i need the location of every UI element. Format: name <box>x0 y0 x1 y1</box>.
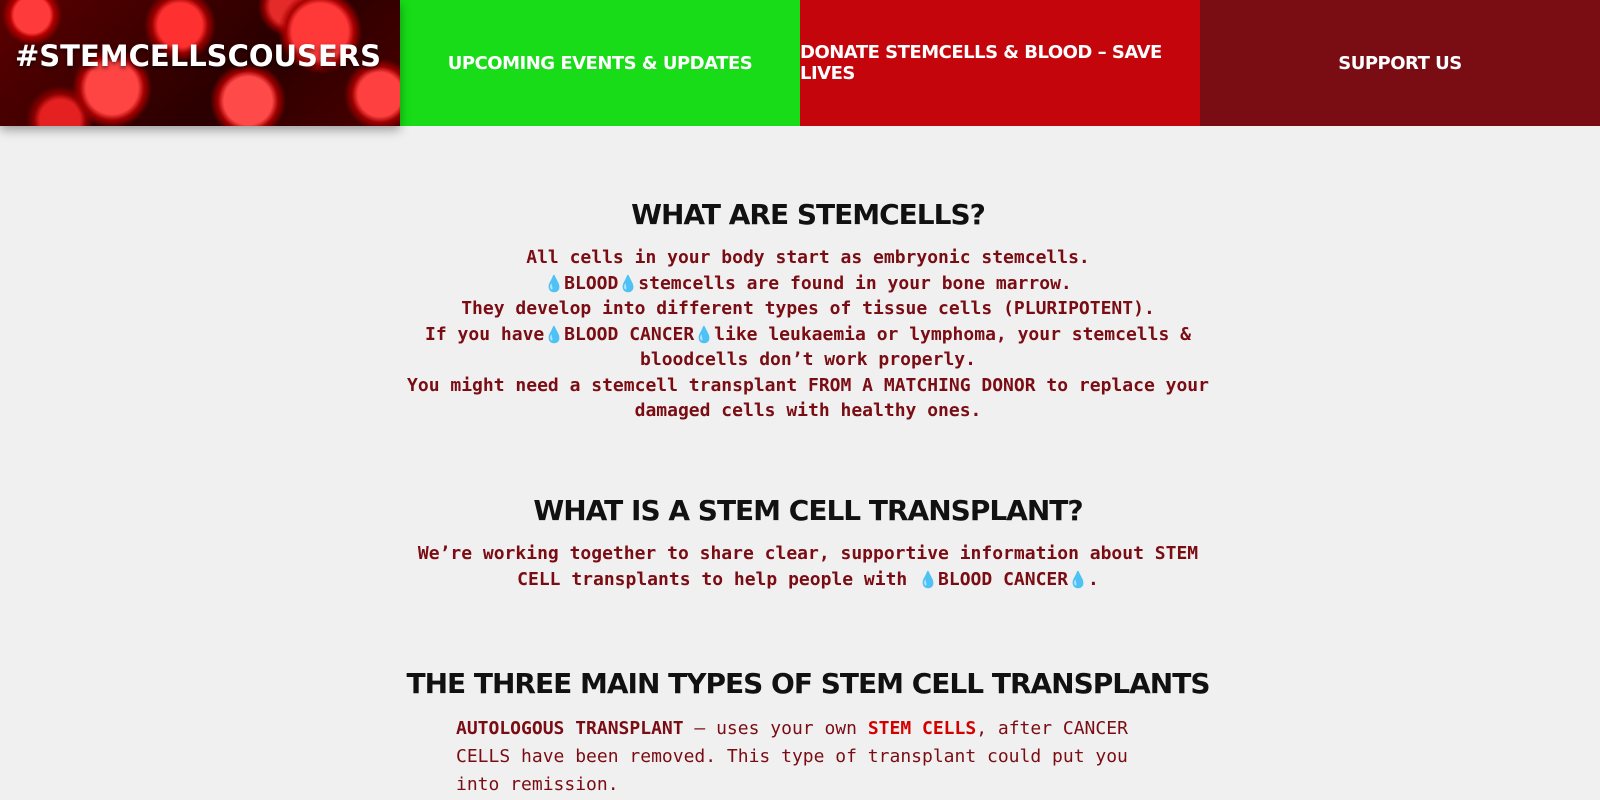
stemcells-line-5: You might need a stemcell transplant FROM A MATCHING DONOR to replace your damaged cells with healthy ones. <box>407 374 1209 421</box>
blood-word: BLOOD <box>564 272 619 294</box>
top-navigation <box>0 0 1600 126</box>
transplant-text <box>400 541 1216 592</box>
site-logo[interactable] <box>0 0 400 126</box>
nav-donate[interactable] <box>800 0 1200 126</box>
transplant-blood-cancer: BLOOD CANCER <box>938 568 1069 590</box>
blood-cancer-text: BLOOD CANCER <box>564 323 695 345</box>
nav-support-us-label[interactable]: SUPPORT US <box>1338 52 1462 74</box>
stemcells-line-2: stemcells are found in your bone marrow. <box>638 272 1072 294</box>
transplant-text-end: . <box>1088 568 1099 590</box>
site-logo-text[interactable]: #STEMCELLSCOUSERS <box>15 39 381 73</box>
blood-drop-icon: 💧 <box>544 324 565 344</box>
transplant-text-start: We’re working together to share clear, supportive information about STEM CELL transplants to help people with <box>417 543 1199 590</box>
blood-drop-icon: 💧 <box>544 273 565 293</box>
stemcells-heading: WHAT ARE STEMCELLS? <box>631 198 985 231</box>
nav-donate-label[interactable]: DONATE STEMCELLS & BLOOD – SAVE LIVES <box>800 42 1162 84</box>
nav-upcoming-events[interactable] <box>400 0 800 126</box>
blood-drop-icon: 💧 <box>1068 569 1089 589</box>
transplant-heading: WHAT IS A STEM CELL TRANSPLANT? <box>533 494 1083 527</box>
autologous-rest: , after CANCER CELLS have been removed. This type of transplant could put you into remission. <box>456 718 1128 795</box>
types-heading: THE THREE MAIN TYPES OF STEM CELL TRANSPLANTS <box>406 667 1210 700</box>
autologous-label: AUTOLOGOUS TRANSPLANT <box>456 718 684 739</box>
blood-drop-icon: 💧 <box>918 569 939 589</box>
nav-support-us[interactable] <box>1200 0 1600 126</box>
stemcells-line-4-start: If you have <box>425 323 545 345</box>
nav-upcoming-events-label[interactable]: UPCOMING EVENTS & UPDATES <box>447 52 753 74</box>
blood-drop-icon: 💧 <box>694 324 715 344</box>
types-text <box>456 715 1160 799</box>
stemcells-line-1: All cells in your body start as embryonic stemcells. <box>526 247 1090 268</box>
autologous-dash: – uses your own <box>683 718 868 739</box>
stemcells-line-4-rest: like leukaemia or lymphoma, your stemcells & bloodcells don’t work properly. <box>640 323 1191 370</box>
blood-drop-icon: 💧 <box>618 273 639 293</box>
stemcells-text <box>400 245 1216 424</box>
stem-cells-highlight: STEM CELLS <box>867 718 977 739</box>
stemcells-line-3: They develop into different types of tissue cells (PLURIPOTENT). <box>461 298 1155 319</box>
